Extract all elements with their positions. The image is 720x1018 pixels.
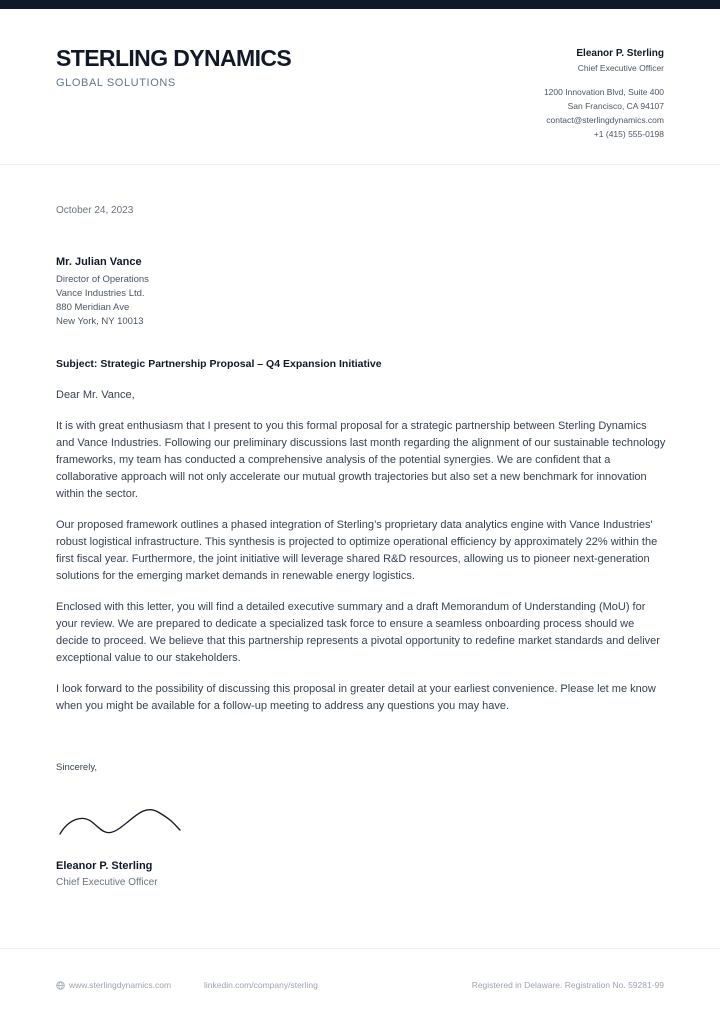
sender-address-line1: 1200 Innovation Blvd, Suite 400 — [543, 87, 664, 97]
sender-block — [544, 47, 664, 141]
signer-name: Eleanor P. Sterling — [56, 860, 153, 872]
globe-icon — [56, 981, 65, 990]
body-paragraph-3: Enclosed with this letter, you will find a detailed executive summary and a draft Memorandum of Understanding (MoU) for your review. We are prepared to dedicate a specialized task force to ensure a seamless onboarding process should we decide to proceed. We believe that this partnership represents a pivotal opportunity to redefine market standards and deliver exceptional value to our stakeholders. — [56, 601, 660, 664]
body-paragraph-1: It is with great enthusiasm that I present to you this formal proposal for a strategic partnership between Sterling Dynamics and Vance Industries. Following our preliminary discussions last month regarding the alignment of our sustainable technology frameworks, my team has conducted a comprehensive analysis of the potential synergies. We are confident that a collaborative approach will not only accelerate our mutual growth trajectories but also set a new benchmark for innovation within the sector. — [56, 420, 666, 500]
sender-title: Chief Executive Officer — [577, 63, 664, 73]
footer-linkedin[interactable]: linkedin.com/company/sterling — [204, 980, 318, 990]
company-tagline: GLOBAL SOLUTIONS — [56, 77, 176, 89]
footer-divider — [0, 948, 720, 949]
body-paragraph-4: I look forward to the possibility of discussing this proposal in greater detail at your earliest convenience. Please let me know when you might be available for a follow-up meeting to address any questions you may have. — [56, 683, 656, 712]
recipient-company: Vance Industries Ltd. — [56, 288, 145, 299]
recipient-name: Mr. Julian Vance — [56, 256, 142, 268]
closing: Sincerely, — [56, 762, 98, 773]
signer-title: Chief Executive Officer — [56, 877, 158, 888]
salutation: Dear Mr. Vance, — [56, 389, 135, 401]
recipient-street: 880 Meridian Ave — [56, 302, 130, 313]
letter-body — [56, 418, 668, 729]
sender-email: contact@sterlingdynamics.com — [546, 115, 664, 125]
sender-name: Eleanor P. Sterling — [576, 48, 664, 59]
top-accent-bar — [0, 0, 720, 9]
recipient-address — [56, 273, 149, 329]
footer-website[interactable] — [56, 979, 171, 991]
page-footer — [56, 979, 664, 991]
sender-contact — [544, 85, 664, 141]
letter-subject: Subject: Strategic Partnership Proposal – Q4 Expansion Initiative — [56, 358, 382, 370]
signer-block — [56, 859, 158, 889]
sender-address-line2: San Francisco, CA 94107 — [567, 101, 664, 111]
recipient-title: Director of Operations — [56, 274, 149, 285]
footer-website-text: www.sterlingdynamics.com — [69, 980, 172, 990]
sender-phone: +1 (415) 555-0198 — [593, 129, 664, 139]
header-divider — [0, 164, 720, 165]
recipient-block — [56, 255, 149, 329]
company-name: STERLING DYNAMICS — [56, 45, 292, 71]
handwritten-signature — [58, 802, 184, 842]
letter-date: October 24, 2023 — [56, 205, 134, 216]
recipient-city: New York, NY 10013 — [56, 316, 144, 327]
footer-registration: Registered in Delaware. Registration No. 59281-99 — [471, 980, 664, 990]
letterhead-brand — [56, 44, 291, 90]
body-paragraph-2: Our proposed framework outlines a phased integration of Sterling’s proprietary data analytics engine with Vance Industries' robust logistical infrastructure. This synthesis is projected to optimize operational efficiency by approximately 22% within the first fiscal year. Furthermore, the joint initiative will leverage shared R&D resources, allowing us to pioneer next-generation solutions for the emerging market demands in renewable energy logistics. — [56, 519, 658, 582]
